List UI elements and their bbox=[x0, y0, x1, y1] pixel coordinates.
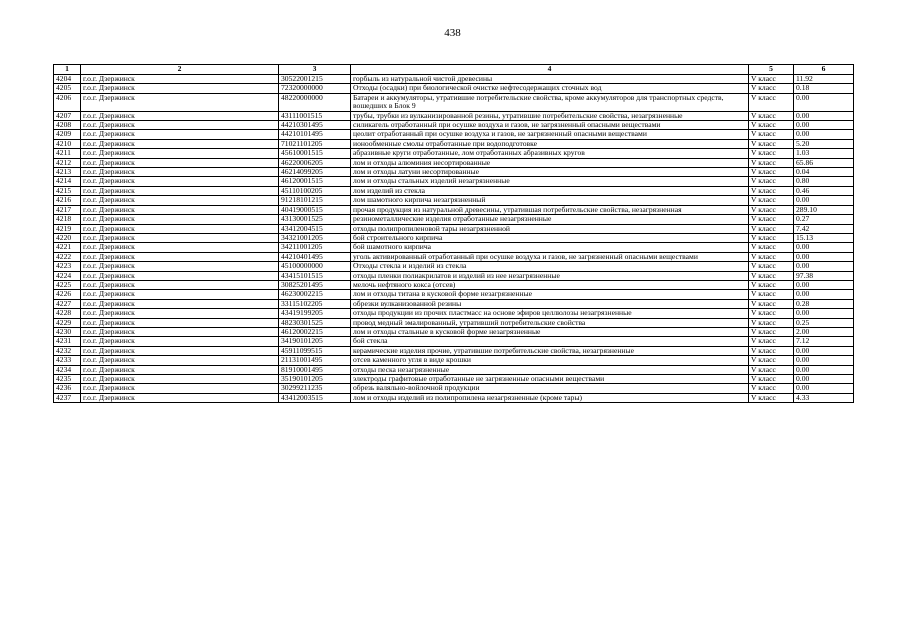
municipality-cell: г.о.г. Дзержинск bbox=[81, 393, 279, 402]
waste-code-cell: 40419000515 bbox=[279, 205, 351, 214]
waste-name-cell: керамические изделия прочие, утратившие потребительские свойства, незагрязненные bbox=[351, 346, 749, 355]
waste-name-cell: силикагель отработанный при осушке воздуха и газов, не загрязненный опасными веществами bbox=[351, 121, 749, 130]
waste-name-cell: Отходы (осадки) при биологической очистке нефтесодержащих сточных вод bbox=[351, 84, 749, 93]
waste-code-cell: 45610001515 bbox=[279, 149, 351, 158]
amount-cell: 0.00 bbox=[794, 93, 854, 111]
amount-cell: 1.03 bbox=[794, 149, 854, 158]
waste-code-cell: 35190101205 bbox=[279, 375, 351, 384]
waste-code-cell: 43111001515 bbox=[279, 111, 351, 120]
table-row bbox=[54, 375, 854, 384]
municipality-cell: г.о.г. Дзержинск bbox=[81, 327, 279, 336]
amount-cell: 0.00 bbox=[794, 346, 854, 355]
waste-name-cell: отсев каменного угля в виде крошки bbox=[351, 356, 749, 365]
waste-code-cell: 30825201495 bbox=[279, 280, 351, 289]
amount-cell: 0.18 bbox=[794, 84, 854, 93]
hazard-class-cell: V класс bbox=[749, 196, 794, 205]
table-row bbox=[54, 393, 854, 402]
table-row bbox=[54, 243, 854, 252]
waste-name-cell: лом и отходы латуни несортированные bbox=[351, 168, 749, 177]
amount-cell: 0.00 bbox=[794, 290, 854, 299]
hazard-class-cell: V класс bbox=[749, 309, 794, 318]
amount-cell: 0.00 bbox=[794, 280, 854, 289]
municipality-cell: г.о.г. Дзержинск bbox=[81, 346, 279, 355]
waste-code-cell: 45911099515 bbox=[279, 346, 351, 355]
waste-name-cell: бой шамотного кирпича bbox=[351, 243, 749, 252]
row-number-cell: 4216 bbox=[54, 196, 81, 205]
row-number-cell: 4211 bbox=[54, 149, 81, 158]
table-row bbox=[54, 158, 854, 167]
row-number-cell: 4224 bbox=[54, 271, 81, 280]
municipality-cell: г.о.г. Дзержинск bbox=[81, 337, 279, 346]
row-number-cell: 4232 bbox=[54, 346, 81, 355]
amount-cell: 97.38 bbox=[794, 271, 854, 280]
waste-name-cell: лом и отходы титана в кусковой форме незагрязненные bbox=[351, 290, 749, 299]
municipality-cell: г.о.г. Дзержинск bbox=[81, 168, 279, 177]
row-number-cell: 4204 bbox=[54, 75, 81, 84]
hazard-class-cell: V класс bbox=[749, 149, 794, 158]
waste-name-cell: ионообменные смолы отработанные при водоподготовке bbox=[351, 139, 749, 148]
amount-cell: 289.10 bbox=[794, 205, 854, 214]
table-row bbox=[54, 149, 854, 158]
waste-code-cell: 91218101215 bbox=[279, 196, 351, 205]
hazard-class-cell: V класс bbox=[749, 168, 794, 177]
hazard-class-cell: V класс bbox=[749, 111, 794, 120]
waste-name-cell: уголь активированный отработанный при осушке воздуха и газов, не загрязненный опасными веществами bbox=[351, 252, 749, 261]
municipality-cell: г.о.г. Дзержинск bbox=[81, 375, 279, 384]
municipality-cell: г.о.г. Дзержинск bbox=[81, 290, 279, 299]
waste-name-cell: цеолит отработанный при осушке воздуха и газов, не загрязненный опасными веществами bbox=[351, 130, 749, 139]
waste-name-cell: обрезь валяльно-войлочной продукции bbox=[351, 384, 749, 393]
table-row bbox=[54, 262, 854, 271]
hazard-class-cell: V класс bbox=[749, 252, 794, 261]
amount-cell: 0.00 bbox=[794, 384, 854, 393]
waste-name-cell: лом изделий из стекла bbox=[351, 186, 749, 195]
table-row bbox=[54, 327, 854, 336]
row-number-cell: 4205 bbox=[54, 84, 81, 93]
table-body bbox=[54, 75, 854, 403]
hazard-class-cell: V класс bbox=[749, 93, 794, 111]
amount-cell: 0.00 bbox=[794, 356, 854, 365]
hazard-class-cell: V класс bbox=[749, 186, 794, 195]
hazard-class-cell: V класс bbox=[749, 327, 794, 336]
table-header-row bbox=[54, 65, 854, 75]
hazard-class-cell: V класс bbox=[749, 84, 794, 93]
waste-code-cell: 46214099205 bbox=[279, 168, 351, 177]
page-number: 438 bbox=[444, 27, 461, 39]
amount-cell: 15.13 bbox=[794, 233, 854, 242]
row-number-cell: 4230 bbox=[54, 327, 81, 336]
waste-code-cell: 34321001205 bbox=[279, 233, 351, 242]
row-number-cell: 4218 bbox=[54, 215, 81, 224]
hazard-class-cell: V класс bbox=[749, 233, 794, 242]
waste-name-cell: провод медный эмалированный, утративший потребительские свойства bbox=[351, 318, 749, 327]
municipality-cell: г.о.г. Дзержинск bbox=[81, 75, 279, 84]
amount-cell: 0.27 bbox=[794, 215, 854, 224]
row-number-cell: 4222 bbox=[54, 252, 81, 261]
hazard-class-cell: V класс bbox=[749, 384, 794, 393]
waste-code-cell: 81910001495 bbox=[279, 365, 351, 374]
table-row bbox=[54, 337, 854, 346]
waste-name-cell: лом и отходы алюминия несортированные bbox=[351, 158, 749, 167]
hazard-class-cell: V класс bbox=[749, 375, 794, 384]
amount-cell: 2.00 bbox=[794, 327, 854, 336]
row-number-cell: 4217 bbox=[54, 205, 81, 214]
municipality-cell: г.о.г. Дзержинск bbox=[81, 318, 279, 327]
row-number-cell: 4229 bbox=[54, 318, 81, 327]
municipality-cell: г.о.г. Дзержинск bbox=[81, 356, 279, 365]
row-number-cell: 4236 bbox=[54, 384, 81, 393]
table-row bbox=[54, 252, 854, 261]
municipality-cell: г.о.г. Дзержинск bbox=[81, 177, 279, 186]
table-row bbox=[54, 121, 854, 130]
municipality-cell: г.о.г. Дзержинск bbox=[81, 262, 279, 271]
row-number-cell: 4227 bbox=[54, 299, 81, 308]
municipality-cell: г.о.г. Дзержинск bbox=[81, 93, 279, 111]
municipality-cell: г.о.г. Дзержинск bbox=[81, 280, 279, 289]
table-row bbox=[54, 290, 854, 299]
column-header: 6 bbox=[794, 65, 854, 75]
column-header: 2 bbox=[81, 65, 279, 75]
row-number-cell: 4213 bbox=[54, 168, 81, 177]
hazard-class-cell: V класс bbox=[749, 337, 794, 346]
amount-cell: 0.28 bbox=[794, 299, 854, 308]
row-number-cell: 4214 bbox=[54, 177, 81, 186]
amount-cell: 0.80 bbox=[794, 177, 854, 186]
amount-cell: 5.20 bbox=[794, 139, 854, 148]
municipality-cell: г.о.г. Дзержинск bbox=[81, 121, 279, 130]
table-row bbox=[54, 75, 854, 84]
waste-code-cell: 46230002215 bbox=[279, 290, 351, 299]
hazard-class-cell: V класс bbox=[749, 121, 794, 130]
municipality-cell: г.о.г. Дзержинск bbox=[81, 384, 279, 393]
municipality-cell: г.о.г. Дзержинск bbox=[81, 158, 279, 167]
table-row bbox=[54, 84, 854, 93]
hazard-class-cell: V класс bbox=[749, 365, 794, 374]
amount-cell: 0.00 bbox=[794, 262, 854, 271]
table-row bbox=[54, 318, 854, 327]
hazard-class-cell: V класс bbox=[749, 139, 794, 148]
amount-cell: 65.86 bbox=[794, 158, 854, 167]
hazard-class-cell: V класс bbox=[749, 215, 794, 224]
municipality-cell: г.о.г. Дзержинск bbox=[81, 139, 279, 148]
table-row bbox=[54, 384, 854, 393]
amount-cell: 0.46 bbox=[794, 186, 854, 195]
hazard-class-cell: V класс bbox=[749, 158, 794, 167]
row-number-cell: 4231 bbox=[54, 337, 81, 346]
waste-name-cell: электроды графитовые отработанные не загрязненные опасными веществами bbox=[351, 375, 749, 384]
row-number-cell: 4219 bbox=[54, 224, 81, 233]
hazard-class-cell: V класс bbox=[749, 130, 794, 139]
waste-code-cell: 44210101495 bbox=[279, 130, 351, 139]
row-number-cell: 4225 bbox=[54, 280, 81, 289]
table-row bbox=[54, 215, 854, 224]
column-header: 5 bbox=[749, 65, 794, 75]
municipality-cell: г.о.г. Дзержинск bbox=[81, 84, 279, 93]
waste-code-cell: 43130001525 bbox=[279, 215, 351, 224]
waste-code-cell: 45100000000 bbox=[279, 262, 351, 271]
row-number-cell: 4226 bbox=[54, 290, 81, 299]
row-number-cell: 4234 bbox=[54, 365, 81, 374]
waste-code-cell: 44210401495 bbox=[279, 252, 351, 261]
amount-cell: 0.25 bbox=[794, 318, 854, 327]
waste-code-cell: 43415101515 bbox=[279, 271, 351, 280]
waste-name-cell: прочая продукция из натуральной древесины, утратившая потребительские свойства, незагрязненная bbox=[351, 205, 749, 214]
table-row bbox=[54, 224, 854, 233]
waste-registry-table bbox=[53, 64, 854, 403]
table-row bbox=[54, 356, 854, 365]
hazard-class-cell: V класс bbox=[749, 290, 794, 299]
row-number-cell: 4207 bbox=[54, 111, 81, 120]
municipality-cell: г.о.г. Дзержинск bbox=[81, 252, 279, 261]
table-row bbox=[54, 196, 854, 205]
hazard-class-cell: V класс bbox=[749, 262, 794, 271]
waste-name-cell: трубы, трубки из вулканизированной резины, утратившие потребительские свойства, незагрязненные bbox=[351, 111, 749, 120]
waste-name-cell: отходы пленки полиакрилатов и изделий из нее незагрязненные bbox=[351, 271, 749, 280]
municipality-cell: г.о.г. Дзержинск bbox=[81, 149, 279, 158]
hazard-class-cell: V класс bbox=[749, 299, 794, 308]
table-row bbox=[54, 139, 854, 148]
waste-code-cell: 71021101205 bbox=[279, 139, 351, 148]
table-row bbox=[54, 233, 854, 242]
amount-cell: 11.92 bbox=[794, 75, 854, 84]
waste-code-cell: 30522001215 bbox=[279, 75, 351, 84]
row-number-cell: 4220 bbox=[54, 233, 81, 242]
table-row bbox=[54, 93, 854, 111]
table-row bbox=[54, 177, 854, 186]
municipality-cell: г.о.г. Дзержинск bbox=[81, 299, 279, 308]
row-number-cell: 4215 bbox=[54, 186, 81, 195]
municipality-cell: г.о.г. Дзержинск bbox=[81, 233, 279, 242]
waste-name-cell: резинометаллические изделия отработанные незагрязненные bbox=[351, 215, 749, 224]
table-row bbox=[54, 280, 854, 289]
waste-code-cell: 72320000000 bbox=[279, 84, 351, 93]
hazard-class-cell: V класс bbox=[749, 280, 794, 289]
waste-name-cell: Отходы стекла и изделий из стекла bbox=[351, 262, 749, 271]
waste-code-cell: 34211001205 bbox=[279, 243, 351, 252]
amount-cell: 7.12 bbox=[794, 337, 854, 346]
row-number-cell: 4237 bbox=[54, 393, 81, 402]
amount-cell: 7.42 bbox=[794, 224, 854, 233]
waste-name-cell: лом и отходы стальных изделий незагрязненные bbox=[351, 177, 749, 186]
waste-code-cell: 43419199205 bbox=[279, 309, 351, 318]
row-number-cell: 4206 bbox=[54, 93, 81, 111]
waste-name-cell: Батареи и аккумуляторы, утратившие потребительские свойства, кроме аккумуляторов для транспортных средств, вошедших в Блок 9 bbox=[351, 93, 749, 111]
waste-code-cell: 33115102205 bbox=[279, 299, 351, 308]
municipality-cell: г.о.г. Дзержинск bbox=[81, 215, 279, 224]
table-row bbox=[54, 111, 854, 120]
hazard-class-cell: V класс bbox=[749, 243, 794, 252]
waste-code-cell: 34190101205 bbox=[279, 337, 351, 346]
row-number-cell: 4221 bbox=[54, 243, 81, 252]
waste-name-cell: лом и отходы изделий из полипропилена незагрязненные (кроме тары) bbox=[351, 393, 749, 402]
row-number-cell: 4223 bbox=[54, 262, 81, 271]
waste-code-cell: 45110100205 bbox=[279, 186, 351, 195]
table-row bbox=[54, 205, 854, 214]
waste-code-cell: 43412003515 bbox=[279, 393, 351, 402]
waste-name-cell: отходы продукции из прочих пластмасс на основе эфиров целлюлозы незагрязненные bbox=[351, 309, 749, 318]
municipality-cell: г.о.г. Дзержинск bbox=[81, 271, 279, 280]
amount-cell: 0.00 bbox=[794, 111, 854, 120]
municipality-cell: г.о.г. Дзержинск bbox=[81, 365, 279, 374]
amount-cell: 4.33 bbox=[794, 393, 854, 402]
table-row bbox=[54, 130, 854, 139]
row-number-cell: 4233 bbox=[54, 356, 81, 365]
waste-name-cell: бой строительного кирпича bbox=[351, 233, 749, 242]
row-number-cell: 4235 bbox=[54, 375, 81, 384]
row-number-cell: 4228 bbox=[54, 309, 81, 318]
table-row bbox=[54, 299, 854, 308]
hazard-class-cell: V класс bbox=[749, 205, 794, 214]
waste-code-cell: 46120002215 bbox=[279, 327, 351, 336]
hazard-class-cell: V класс bbox=[749, 393, 794, 402]
waste-name-cell: горбыль из натуральной чистой древесины bbox=[351, 75, 749, 84]
waste-code-cell: 43412004515 bbox=[279, 224, 351, 233]
hazard-class-cell: V класс bbox=[749, 75, 794, 84]
municipality-cell: г.о.г. Дзержинск bbox=[81, 205, 279, 214]
municipality-cell: г.о.г. Дзержинск bbox=[81, 111, 279, 120]
table-row bbox=[54, 365, 854, 374]
table-row bbox=[54, 346, 854, 355]
waste-name-cell: лом шамотного кирпича незагрязненный bbox=[351, 196, 749, 205]
waste-name-cell: лом и отходы стальные в кусковой форме незагрязненные bbox=[351, 327, 749, 336]
amount-cell: 0.00 bbox=[794, 252, 854, 261]
waste-code-cell: 30299211235 bbox=[279, 384, 351, 393]
waste-name-cell: бой стекла bbox=[351, 337, 749, 346]
municipality-cell: г.о.г. Дзержинск bbox=[81, 309, 279, 318]
hazard-class-cell: V класс bbox=[749, 271, 794, 280]
hazard-class-cell: V класс bbox=[749, 356, 794, 365]
municipality-cell: г.о.г. Дзержинск bbox=[81, 224, 279, 233]
amount-cell: 0.04 bbox=[794, 168, 854, 177]
municipality-cell: г.о.г. Дзержинск bbox=[81, 130, 279, 139]
waste-code-cell: 46120001515 bbox=[279, 177, 351, 186]
waste-code-cell: 48220000000 bbox=[279, 93, 351, 111]
amount-cell: 0.00 bbox=[794, 375, 854, 384]
hazard-class-cell: V класс bbox=[749, 224, 794, 233]
municipality-cell: г.о.г. Дзержинск bbox=[81, 196, 279, 205]
table-row bbox=[54, 309, 854, 318]
waste-name-cell: отходы песка незагрязненные bbox=[351, 365, 749, 374]
row-number-cell: 4210 bbox=[54, 139, 81, 148]
row-number-cell: 4212 bbox=[54, 158, 81, 167]
waste-code-cell: 44210301495 bbox=[279, 121, 351, 130]
row-number-cell: 4209 bbox=[54, 130, 81, 139]
column-header: 3 bbox=[279, 65, 351, 75]
hazard-class-cell: V класс bbox=[749, 177, 794, 186]
waste-code-cell: 48230301525 bbox=[279, 318, 351, 327]
amount-cell: 0.00 bbox=[794, 130, 854, 139]
column-header: 4 bbox=[351, 65, 749, 75]
waste-name-cell: абразивные круги отработанные, лом отработанных абразивных кругов bbox=[351, 149, 749, 158]
amount-cell: 0.00 bbox=[794, 243, 854, 252]
row-number-cell: 4208 bbox=[54, 121, 81, 130]
column-header: 1 bbox=[54, 65, 81, 75]
hazard-class-cell: V класс bbox=[749, 318, 794, 327]
table-row bbox=[54, 168, 854, 177]
amount-cell: 0.00 bbox=[794, 121, 854, 130]
table-row bbox=[54, 271, 854, 280]
hazard-class-cell: V класс bbox=[749, 346, 794, 355]
amount-cell: 0.00 bbox=[794, 365, 854, 374]
waste-code-cell: 21131001495 bbox=[279, 356, 351, 365]
table-row bbox=[54, 186, 854, 195]
amount-cell: 0.00 bbox=[794, 309, 854, 318]
waste-name-cell: отходы полипропиленовой тары незагрязненной bbox=[351, 224, 749, 233]
waste-name-cell: обрезки вулканизованной резины bbox=[351, 299, 749, 308]
municipality-cell: г.о.г. Дзержинск bbox=[81, 243, 279, 252]
municipality-cell: г.о.г. Дзержинск bbox=[81, 186, 279, 195]
waste-code-cell: 46220006205 bbox=[279, 158, 351, 167]
amount-cell: 0.00 bbox=[794, 196, 854, 205]
waste-name-cell: мелочь нефтяного кокса (отсев) bbox=[351, 280, 749, 289]
